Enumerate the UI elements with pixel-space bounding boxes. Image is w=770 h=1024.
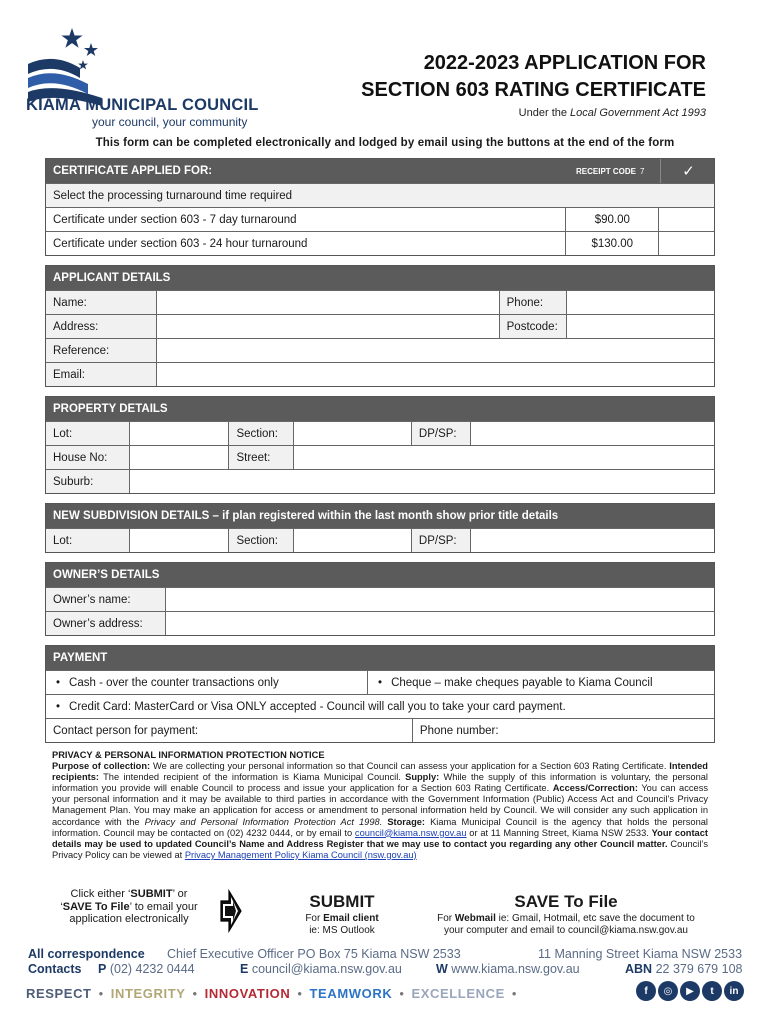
council-email-link[interactable]: council@kiama.nsw.gov.au: [354, 827, 467, 838]
option-24hour-checkbox[interactable]: [658, 232, 714, 255]
section-field[interactable]: [293, 422, 411, 445]
subdivision-section: [45, 503, 715, 553]
payment-credit-option[interactable]: • Credit Card: MasterCard or Visa ONLY accepted - Council will call you to take your card payment.: [46, 695, 714, 718]
lot-field[interactable]: [129, 422, 229, 445]
lot-label: Lot:: [46, 422, 129, 445]
option-7day-checkbox[interactable]: [658, 208, 714, 231]
applicant-heading: APPLICANT DETAILS: [46, 266, 714, 290]
payment-heading: PAYMENT: [46, 646, 714, 670]
owner-address-label: Owner’s address:: [46, 612, 165, 635]
suburb-label: Suburb:: [46, 470, 129, 493]
sub-dpsp-label: DP/SP:: [411, 529, 470, 552]
postcode-label: Postcode:: [499, 315, 567, 338]
name-field[interactable]: [156, 291, 499, 314]
council-name: KIAMA MUNICIPAL COUNCIL: [26, 96, 259, 114]
property-section: [45, 396, 715, 494]
street-label: Street:: [228, 446, 293, 469]
house-no-field[interactable]: [129, 446, 229, 469]
phone-label: Phone:: [499, 291, 567, 314]
youtube-icon[interactable]: ▶: [680, 981, 700, 1001]
applicant-section: [45, 265, 715, 387]
certificate-heading: CERTIFICATE APPLIED FOR: RECEIPT CODE 7 ✓: [46, 159, 714, 183]
arrow-right-icon: [219, 889, 243, 933]
dpsp-field[interactable]: [470, 422, 714, 445]
social-links: [636, 981, 744, 1001]
contact-person-field[interactable]: Contact person for payment:: [53, 724, 199, 737]
form-subtitle: Under the Local Government Act 1993: [518, 107, 706, 119]
sub-lot-field[interactable]: [129, 529, 229, 552]
privacy-policy-link[interactable]: Privacy Management Policy Kiama Council (nsw.gov.au): [184, 849, 417, 860]
owner-address-field[interactable]: [165, 612, 714, 635]
footer-contacts: Contacts P (02) 4232 0444 E council@kiama.nsw.gov.au W www.kiama.nsw.gov.au ABN 22 379 679 108: [28, 962, 743, 976]
privacy-notice: PRIVACY & PERSONAL INFORMATION PROTECTION NOTICE Purpose of collection: We are collecting your personal information so that Council can assess your application for a Section 603 Rating Certificate. Intended recipients: The intended recipient of the information is Kiama Municipal Council. Supply: While the supply of this information is voluntary, the personal information you provide will enable Council to process and issue your application for a Section 603 Rating Certificate. Access/Correction: You can access your personal information and it may be available to third parties in accordance with the Government Information (Public) Access Act and Council’s Privacy Management Plan. You may make an application for access or amendment to personal information held by Council. We will consider any such application in accordance with the Privacy and Personal Information Protection Act 1998. Storage: Kiama Municipal Council is the agency that holds the personal information. Council may be contacted on (02) 4232 0444, or by email to council@kiama.nsw.gov.au or at 11 Manning Street, Kiama NSW 2533. Your contact details may be used to updated Council’s Name and Address Register that we may use to contact you regarding any other Council matter. Council’s Privacy Policy can be viewed at Privacy Management Policy Kiama Council (nsw.gov.au): [52, 750, 708, 860]
property-heading: PROPERTY DETAILS: [46, 397, 714, 421]
reference-field[interactable]: [156, 339, 714, 362]
subdivision-heading: NEW SUBDIVISION DETAILS – if plan registered within the last month show prior title details: [46, 504, 714, 528]
postcode-field[interactable]: [566, 315, 714, 338]
facebook-icon[interactable]: f: [636, 981, 656, 1001]
certificate-prompt-row: Select the processing turnaround time required: [46, 183, 714, 207]
form-title: 2022-2023 APPLICATION FOR SECTION 603 RATING CERTIFICATE: [361, 52, 706, 101]
reference-label: Reference:: [46, 339, 156, 362]
council-values: RESPECT • INTEGRITY • INNOVATION • TEAMWORK • EXCELLENCE •: [26, 986, 518, 1001]
certificate-option-7day: Certificate under section 603 - 7 day turnaround $90.00: [46, 207, 714, 231]
house-no-label: House No:: [46, 446, 129, 469]
section-label: Section:: [228, 422, 293, 445]
payment-phone-field[interactable]: Phone number:: [412, 719, 714, 742]
owner-name-field[interactable]: [165, 588, 714, 611]
street-field[interactable]: [293, 446, 714, 469]
certificate-section: [45, 158, 715, 256]
twitter-icon[interactable]: t: [702, 981, 722, 1001]
phone-field[interactable]: [566, 291, 714, 314]
form-instruction: This form can be completed electronically and lodged by email using the buttons at the end of the form: [95, 137, 675, 149]
email-field[interactable]: [156, 363, 714, 386]
click-instruction: Click either ‘SUBMIT’ or ‘SAVE To File’ to email your application electronically: [60, 888, 198, 925]
address-field[interactable]: [156, 315, 499, 338]
sub-section-field[interactable]: [293, 529, 411, 552]
sub-section-label: Section:: [228, 529, 293, 552]
linkedin-icon[interactable]: in: [724, 981, 744, 1001]
instagram-icon[interactable]: ◎: [658, 981, 678, 1001]
receipt-code: RECEIPT CODE 7: [576, 166, 645, 176]
name-label: Name:: [46, 291, 156, 314]
payment-cheque-option[interactable]: • Cheque – make cheques payable to Kiama Council: [367, 671, 714, 694]
payment-cash-option[interactable]: • Cash - over the counter transactions only: [46, 671, 367, 694]
footer-correspondence: All correspondence Chief Executive Officer PO Box 75 Kiama NSW 2533 11 Manning Street Kiama NSW 2533: [28, 947, 743, 961]
address-label: Address:: [46, 315, 156, 338]
submit-button[interactable]: SUBMIT For Email client ie: MS Outlook: [305, 892, 379, 937]
owner-name-label: Owner’s name:: [46, 588, 165, 611]
dpsp-label: DP/SP:: [411, 422, 470, 445]
payment-section: [45, 645, 715, 743]
certificate-option-24hour: Certificate under section 603 - 24 hour turnaround $130.00: [46, 231, 714, 255]
email-label: Email:: [46, 363, 156, 386]
check-icon: ✓: [660, 159, 716, 183]
owner-heading: OWNER’S DETAILS: [46, 563, 714, 587]
owner-section: [45, 562, 715, 636]
suburb-field[interactable]: [129, 470, 714, 493]
council-tagline: your council, your community: [92, 115, 248, 129]
save-to-file-button[interactable]: SAVE To File For Webmail ie: Gmail, Hotmail, etc save the document to your computer and email to council@kiama.nsw.gov.au: [437, 892, 695, 937]
sub-lot-label: Lot:: [46, 529, 129, 552]
sub-dpsp-field[interactable]: [470, 529, 714, 552]
